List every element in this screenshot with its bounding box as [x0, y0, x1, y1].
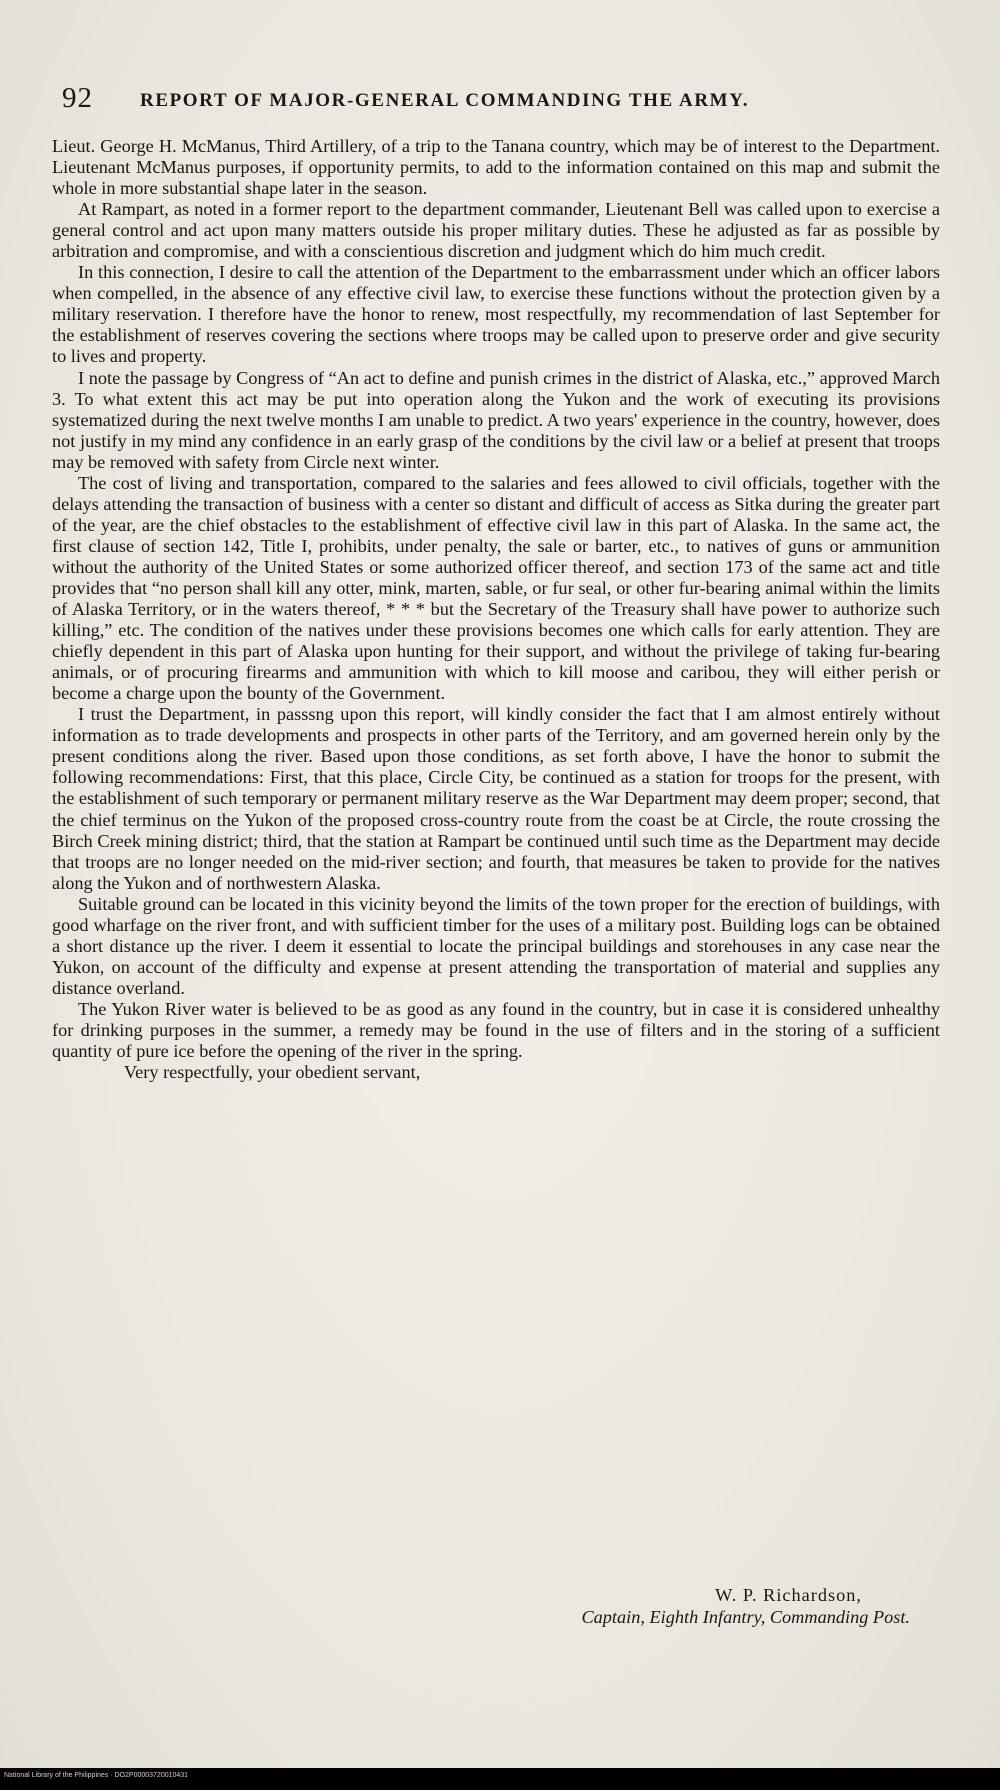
report-body: [52, 136, 940, 1083]
running-title: REPORT OF MAJOR-GENERAL COMMANDING THE ARMY.: [140, 90, 750, 111]
paragraph-6: I trust the Department, in passsng upon this report, will kindly consider the fact that I am almost entirely without information as to trade developments and prospects in other parts of the Territory, and am governed herein only by the present conditions along the river. Based upon those conditions, as set forth above, I have the honor to submit the following recommendations: First, that this place, Circle City, be continued as a station for troops for the present, with the establishment of such temporary or permanent military reserve as the War Department may deem proper; second, that the chief terminus on the Yukon of the proposed cross-country route from the coast be at Circle, the route crossing the Birch Creek mining district; third, that the station at Rampart be continued until such time as the Department may decide that troops are no longer needed on the mid-river section; and fourth, that measures be taken to provide for the natives along the Yukon and of northwestern Alaska.: [52, 704, 940, 893]
paragraph-8: The Yukon River water is believed to be as good as any found in the country, but in case it is considered unhealthy for drinking purposes in the summer, a remedy may be found in the use of filters and in the storing of a sufficient quantity of pure ice before the opening of the river in the spring.: [52, 998, 940, 1062]
signatory-name: W. P. Richardson,: [715, 1585, 862, 1605]
page-number: 92: [62, 82, 93, 114]
signatory-title: Captain, Eighth Infantry, Commanding Post.: [581, 1607, 910, 1627]
paragraph-3: In this connection, I desire to call the attention of the Department to the embarrassment under which an officer labors when compelled, in the absence of any effective civil law, to exercise these functions without the protection given by a military reservation. I therefore have the honor to renew, most respectfully, my recommendation of last September for the establishment of reserves covering the sections where troops may be called upon to preserve order and give security to lives and property.: [52, 262, 940, 367]
paragraph-4: I note the passage by Congress of “An act to define and punish crimes in the district of Alaska, etc.,” approved March 3. To what extent this act may be put into operation along the Yukon and the work of executing its provisions systematized during the next twelve months I am unable to predict. A two years' experience in the country, however, does not justify in my mind any confidence in an early grasp of the conditions by the civil law or a belief at present that troops may be removed with safety from Circle next winter.: [52, 367, 940, 472]
signature-block: [440, 1584, 910, 1628]
closing-line: Very respectfully, your obedient servant,: [124, 1062, 421, 1083]
paragraph-1: Lieut. George H. McManus, Third Artillery, of a trip to the Tanana country, which may be of interest to the Department. Lieutenant McManus purposes, if opportunity permits, to add to the information contained on this map and submit the whole in more substantial shape later in the season.: [52, 136, 940, 199]
paragraph-5: The cost of living and transportation, compared to the salaries and fees allowed to civil officials, together with the delays attending the transaction of business with a center so distant and difficult of access as Sitka during the greater part of the year, are the chief obstacles to the establishment of effective civil law in this part of Alaska. In the same act, the first clause of section 142, Title I, prohibits, under penalty, the sale or barter, etc., to natives of guns or ammunition without the authority of the United States or some authorized officer thereof, and section 173 of the same act and title provides that “no person shall kill any otter, mink, marten, sable, or fur seal, or other fur-bearing animal within the limits of Alaska Territory, or in the waters thereof, * * * but the Secretary of the Treasury shall have power to authorize such killing,” etc. The condition of the natives under these provisions becomes one which calls for early attention. They are chiefly dependent in this part of Alaska upon hunting for their support, and without the privilege of taking fur-bearing animals, or of procuring firearms and ammunition with which to kill moose and caribou, they will either perish or become a charge upon the bounty of the Government.: [52, 472, 940, 704]
page-header: [62, 82, 942, 122]
paragraph-7: Suitable ground can be located in this vicinity beyond the limits of the town proper for the erection of buildings, with good wharfage on the river front, and with sufficient timber for the uses of a military post. Building logs can be obtained a short distance up the river. I deem it essential to locate the principal buildings and storehouses in any case near the Yukon, on account of the difficulty and expense at present attending the transportation of material and supplies any distance overland.: [52, 893, 940, 998]
scan-credit: National Library of the Philippines · DO2P00003720010431: [4, 1772, 189, 1779]
paragraph-2: At Rampart, as noted in a former report to the department commander, Lieutenant Bell was called upon to exercise a general control and act upon many matters outside his proper military duties. These he adjusted as far as possible by arbitration and compromise, and with a conscientious discretion and judgment which do him much credit.: [52, 199, 940, 262]
